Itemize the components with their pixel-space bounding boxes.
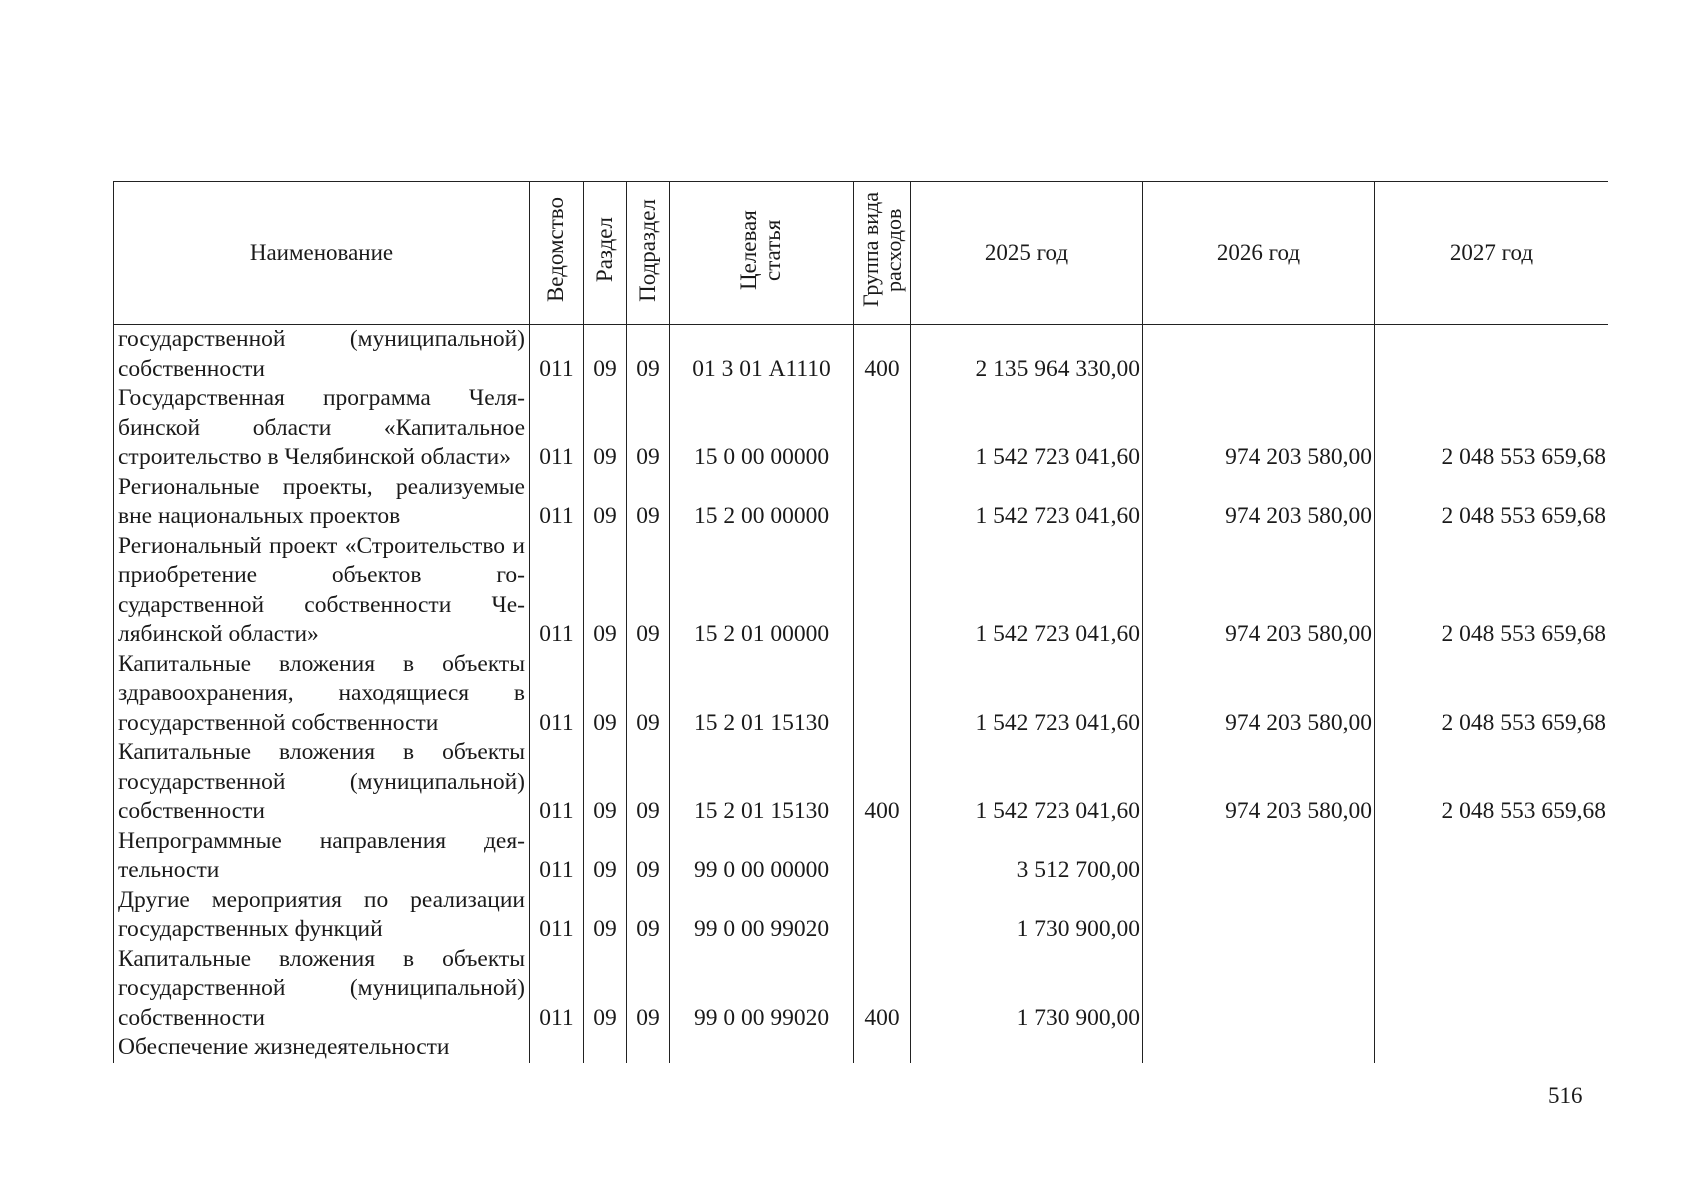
row-target-article: 15 2 01 00000 [670,532,854,650]
row-name: государственной (муниципальной) собственности [114,325,530,385]
row-expense-group [854,886,911,945]
row-subsection: 09 [627,886,670,945]
header-2026: 2026 год [1143,182,1375,325]
row-amount-2025: 1 542 723 041,60 [911,650,1143,739]
row-target-article: 15 0 00 00000 [670,384,854,473]
header-department [530,182,584,325]
row-section: 09 [584,532,627,650]
row-amount-2025: 1 542 723 041,60 [911,384,1143,473]
row-amount-2027: 2 048 553 659,68 [1375,384,1609,473]
row-section: 09 [584,650,627,739]
row-department: 011 [530,384,584,473]
table-row [114,945,1609,1034]
row-amount-2027 [1375,945,1609,1034]
row-target-article: 99 0 00 99020 [670,886,854,945]
table-body [114,325,1609,1063]
row-department: 011 [530,650,584,739]
row-amount-2026 [1143,945,1375,1034]
row-section [584,1033,627,1063]
row-name: Региональный проект «Строительство и приобретение объектов государственной собственности Челябинской области» [114,532,530,650]
row-name: Региональные проекты, реализуемые вне национальных проектов [114,473,530,532]
row-department: 011 [530,473,584,532]
row-amount-2027: 2 048 553 659,68 [1375,650,1609,739]
row-expense-group [854,650,911,739]
row-name: Обеспечение жизнедеятельности [114,1033,530,1063]
row-amount-2026: 974 203 580,00 [1143,473,1375,532]
row-subsection: 09 [627,325,670,385]
row-name: Капитальные вложения в объекты здравоохранения, находящиеся в государственной собственности [114,650,530,739]
row-department: 011 [530,827,584,886]
row-amount-2027 [1375,325,1609,385]
row-expense-group [854,384,911,473]
row-amount-2027: 2 048 553 659,68 [1375,738,1609,827]
row-subsection: 09 [627,650,670,739]
row-amount-2025: 1 542 723 041,60 [911,473,1143,532]
row-subsection: 09 [627,384,670,473]
header-expense-group-label: Группа вида расходов [857,192,906,308]
row-amount-2027 [1375,886,1609,945]
row-amount-2025: 1 730 900,00 [911,886,1143,945]
table-header-row [114,182,1609,325]
row-amount-2025: 1 542 723 041,60 [911,532,1143,650]
row-name: Другие мероприятия по реализации государственных функций [114,886,530,945]
row-amount-2026: 974 203 580,00 [1143,738,1375,827]
row-name: Капитальные вложения в объекты государственной (муниципальной) собственности [114,945,530,1034]
header-subsection-label: Подраздел [634,198,660,302]
row-target-article: 15 2 00 00000 [670,473,854,532]
header-expense-group [854,182,911,325]
row-section: 09 [584,827,627,886]
row-amount-2025 [911,1033,1143,1063]
row-amount-2027 [1375,827,1609,886]
header-target-article-label: Целевая статья [736,210,786,290]
table-row [114,473,1609,532]
row-expense-group: 400 [854,945,911,1034]
row-department: 011 [530,886,584,945]
row-department: 011 [530,532,584,650]
budget-table [113,181,1608,1063]
row-expense-group [854,1033,911,1063]
row-expense-group [854,532,911,650]
row-section: 09 [584,384,627,473]
row-name: Государственная программа Челябинской области «Капитальное строительство в Челябинской области» [114,384,530,473]
row-subsection: 09 [627,473,670,532]
row-expense-group: 400 [854,738,911,827]
header-2025: 2025 год [911,182,1143,325]
header-2027: 2027 год [1375,182,1609,325]
table-row [114,384,1609,473]
header-target-article [670,182,854,325]
table-row [114,738,1609,827]
row-amount-2026 [1143,1033,1375,1063]
header-section-label: Раздел [591,217,617,283]
row-amount-2026: 974 203 580,00 [1143,384,1375,473]
table-row [114,886,1609,945]
row-subsection: 09 [627,532,670,650]
budget-table-sheet [113,181,1608,1088]
row-section: 09 [584,945,627,1034]
row-target-article: 15 2 01 15130 [670,738,854,827]
row-amount-2026 [1143,325,1375,385]
row-department: 011 [530,945,584,1034]
row-section: 09 [584,738,627,827]
row-amount-2027: 2 048 553 659,68 [1375,532,1609,650]
table-row [114,650,1609,739]
table-row [114,325,1609,385]
row-expense-group: 400 [854,325,911,385]
header-name: Наименование [114,182,530,325]
row-amount-2026: 974 203 580,00 [1143,650,1375,739]
row-target-article: 15 2 01 15130 [670,650,854,739]
row-expense-group [854,827,911,886]
row-amount-2025: 2 135 964 330,00 [911,325,1143,385]
page-number: 516 [1548,1083,1583,1108]
row-target-article: 99 0 00 99020 [670,945,854,1034]
row-target-article: 99 0 00 00000 [670,827,854,886]
row-subsection: 09 [627,827,670,886]
row-subsection [627,1033,670,1063]
header-subsection [627,182,670,325]
header-section [584,182,627,325]
row-section: 09 [584,325,627,385]
row-amount-2025: 1 542 723 041,60 [911,738,1143,827]
table-row [114,532,1609,650]
row-amount-2027: 2 048 553 659,68 [1375,473,1609,532]
row-department: 011 [530,738,584,827]
row-department: 011 [530,325,584,385]
row-name: Непрограммные направления деятельности [114,827,530,886]
row-amount-2026: 974 203 580,00 [1143,532,1375,650]
row-amount-2026 [1143,827,1375,886]
row-department [530,1033,584,1063]
row-section: 09 [584,886,627,945]
row-subsection: 09 [627,945,670,1034]
row-name: Капитальные вложения в объекты государственной (муниципальной) собственности [114,738,530,827]
row-amount-2025: 1 730 900,00 [911,945,1143,1034]
row-target-article [670,1033,854,1063]
row-amount-2027 [1375,1033,1609,1063]
row-subsection: 09 [627,738,670,827]
row-section: 09 [584,473,627,532]
row-expense-group [854,473,911,532]
row-amount-2025: 3 512 700,00 [911,827,1143,886]
header-department-label: Ведомство [543,197,569,303]
row-amount-2026 [1143,886,1375,945]
row-target-article: 01 3 01 А1110 [670,325,854,385]
table-row [114,827,1609,886]
table-row [114,1033,1609,1063]
